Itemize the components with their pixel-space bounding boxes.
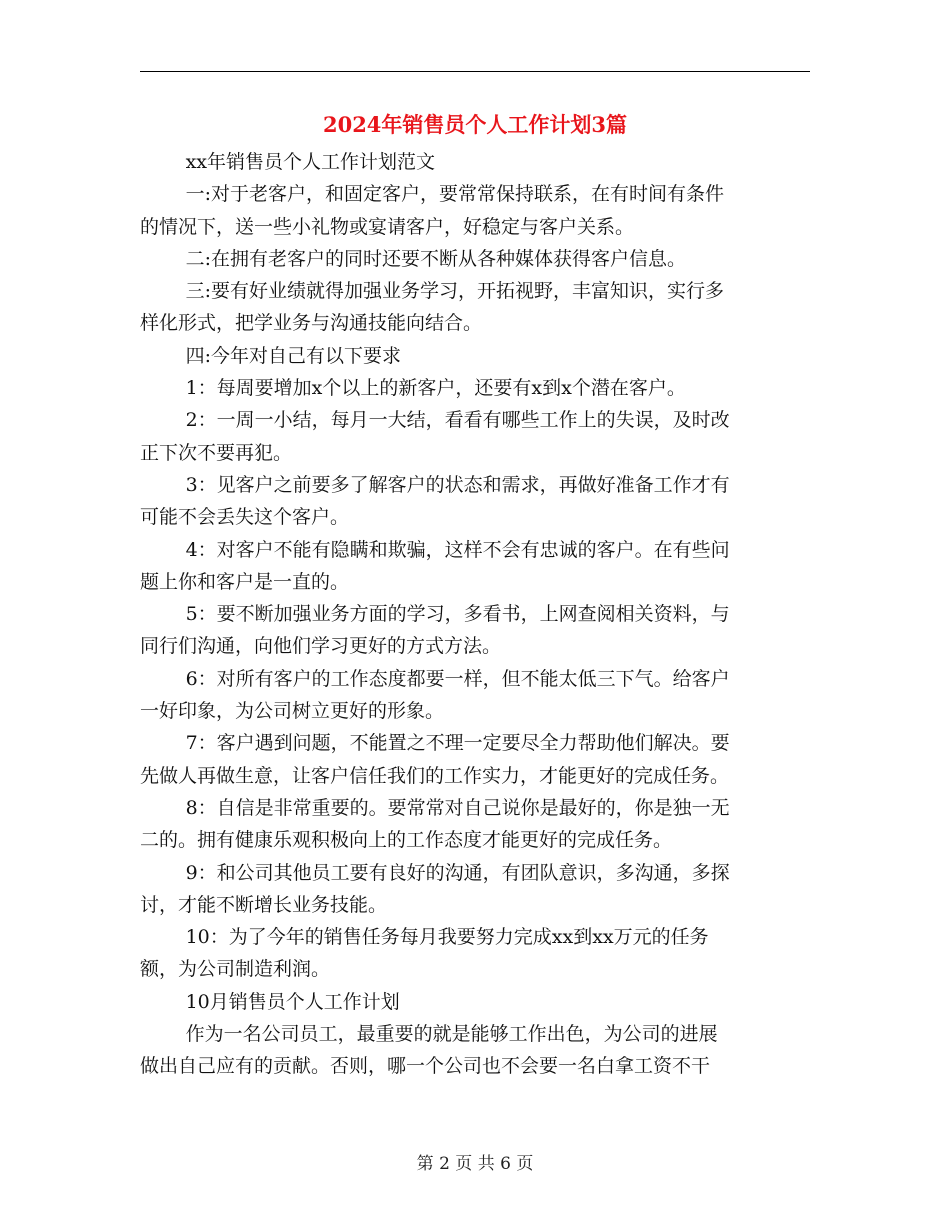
header-rule [140, 71, 810, 72]
paragraph-line: 样化形式，把学业务与沟通技能向结合。 [140, 312, 483, 335]
paragraph-line: 8：自信是非常重要的。要常常对自己说你是最好的，你是独一无 [185, 796, 730, 819]
paragraph-line: 先做人再做生意，让客户信任我们的工作实力，才能更好的完成任务。 [140, 764, 730, 787]
paragraph [140, 404, 810, 469]
paragraph [140, 534, 810, 599]
paragraph-line: 正下次不要再犯。 [140, 441, 293, 464]
paragraph-line: 同行们沟通，向他们学习更好的方式方法。 [140, 635, 502, 658]
paragraph-line: 三:要有好业绩就得加强业务学习，开拓视野，丰富知识，实行多 [185, 280, 724, 303]
paragraph-line: 6：对所有客户的工作态度都要一样，但不能太低三下气。给客户 [185, 667, 730, 690]
paragraph-line: 7：客户遇到问题，不能置之不理一定要尽全力帮助他们解决。要 [185, 732, 730, 755]
paragraph-line: 2：一周一小结，每月一大结，看看有哪些工作上的失误，及时改 [185, 409, 730, 432]
paragraph-line: 5：要不断加强业务方面的学习，多看书，上网查阅相关资料，与 [185, 603, 730, 626]
page-number: 第 2 页 共 6 页 [416, 1154, 534, 1174]
paragraph-line: 可能不会丢失这个客户。 [140, 506, 350, 529]
paragraph-line: 额，为公司制造利润。 [140, 958, 331, 981]
paragraph-line: 作为一名公司员工，最重要的就是能够工作出色，为公司的进展 [185, 1023, 718, 1046]
paragraph [140, 1018, 810, 1083]
paragraph [140, 146, 810, 178]
paragraph [140, 598, 810, 663]
paragraph-line: 4：对客户不能有隐瞒和欺骗，这样不会有忠诚的客户。在有些问 [185, 538, 730, 561]
paragraph-line: 做出自己应有的贡献。否则，哪一个公司也不会要一名白拿工资不干 [140, 1055, 711, 1078]
paragraph [140, 792, 810, 857]
paragraph-line: 9：和公司其他员工要有良好的沟通，有团队意识，多沟通，多探 [185, 861, 730, 884]
paragraph-line: 10：为了今年的销售任务每月我要努力完成xx到xx万元的任务 [185, 926, 709, 949]
paragraph-line: 二:在拥有老客户的同时还要不断从各种媒体获得客户信息。 [185, 247, 686, 270]
paragraph [140, 469, 810, 534]
paragraph-line: 二的。拥有健康乐观积极向上的工作态度才能更好的完成任务。 [140, 829, 673, 852]
paragraph [140, 340, 810, 372]
paragraph [140, 857, 810, 922]
paragraph [140, 372, 810, 404]
paragraph-line: 讨，才能不断增长业务技能。 [140, 893, 388, 916]
paragraph [140, 663, 810, 728]
document-title: 2024年销售员个人工作计划3篇 [322, 112, 628, 137]
paragraph-line: 一:对于老客户，和固定客户，要常常保持联系，在有时间有条件 [185, 183, 724, 206]
paragraph-line: xx年销售员个人工作计划范文 [185, 151, 436, 173]
paragraph [140, 921, 810, 986]
paragraph-line: 四:今年对自己有以下要求 [185, 344, 401, 367]
document-body [140, 146, 810, 1083]
paragraph-line: 1：每周要增加x个以上的新客户，还要有x到x个潜在客户。 [185, 377, 686, 400]
paragraph [140, 727, 810, 792]
paragraph-line: 3：见客户之前要多了解客户的状态和需求，再做好准备工作才有 [185, 473, 730, 496]
paragraph-line: 的情况下，送一些小礼物或宴请客户，好稳定与客户关系。 [140, 215, 635, 238]
paragraph-line: 一好印象，为公司树立更好的形象。 [140, 700, 445, 723]
paragraph [140, 986, 810, 1018]
paragraph-line: 题上你和客户是一直的。 [140, 570, 350, 593]
paragraph [140, 178, 810, 243]
paragraph [140, 275, 810, 340]
paragraph [140, 243, 810, 275]
paragraph-line: 10月销售员个人工作计划 [185, 990, 400, 1013]
